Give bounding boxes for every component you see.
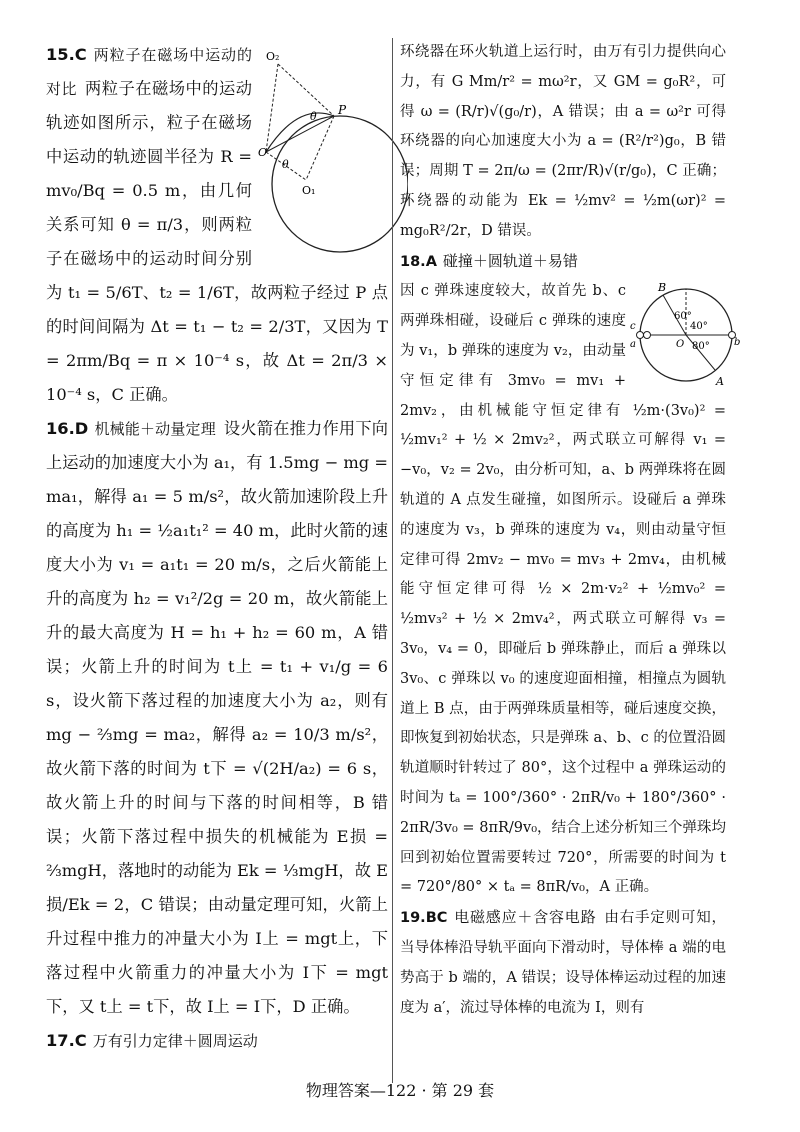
q15-tag: 两粒子在磁场中运动的对比 [46,46,252,98]
q16-tag: 机械能＋动量定理 [94,420,216,438]
q15-label-p: P [338,103,347,117]
q17-heading [46,1024,388,1058]
q18-label-40deg: 40° [690,321,708,333]
q17-answer: C [74,1031,87,1050]
q18-heading [400,247,726,278]
q19-text [400,903,726,1023]
q19-answer: BC [425,910,448,927]
q18-label-b: b [734,337,741,349]
q18-label-o: O [676,339,685,351]
q18-label-60deg: 60° [674,311,692,323]
q18-label-c: c [630,321,636,333]
q15-number: 15. [46,45,75,64]
q18-figure [630,279,742,391]
q17-start [46,1024,388,1058]
q16-text [46,412,388,1024]
q18-number: 18. [400,253,426,270]
page-footer: 物理答案—122 · 第 29 套 [305,1081,495,1100]
q16-body: 设火箭在推力作用下向上运动的加速度大小为 a₁，有 1.5mg − mg = ma₁，解得 a₁ = 5 m/s²，故火箭加速阶段上升的高度为 h₁ = ½a₁t₁² = 40 m，此时火箭的速度大小为 v₁ = a₁t₁ = 20 m/s，之后火箭能上升的高度为 h₂ = v₁²/2g = 20 m，故火箭能上升的最大高度为 H = h₁ + h₂ = 60 m，A 错误；火箭上升的时间为 t上 = t₁ + v₁/g = 6 s，设火箭下落过程的加速度大小为 a₂，则有 mg − ⅔mg = ma₂，解得 a₂ = 10/3 m/s²，故火箭下落的时间为 t下 = √(2H/a₂) = 6 s，故火箭上升的时间与下落的时间相等，B 错误；火箭下落过程中损失的机械能为 E损 = ⅔mgH，落地时的动能为 Ek = ⅓mgH，故 E损/Ek = 2，C 错误；由动量定理可知，火箭上升过程中推力的冲量大小为 I上 = mgt上，下落过程中火箭重力的冲量大小为 I下 = mgt下，又 t上 = t下，故 I上 = I下，D 正确。 [46,419,388,1016]
q18-label-b-point: B [658,281,667,295]
q19-number: 19. [400,910,426,927]
q16-number: 16. [46,419,75,438]
q15 [46,38,388,412]
right-column [400,38,741,1023]
q17-tag: 万有引力定律＋圆周运动 [92,1032,258,1050]
q15-label-o: O [258,146,268,159]
column-divider [392,38,393,1083]
q15-label-theta-2: θ [282,158,289,171]
q15-trajectory-diagram [258,42,408,267]
q19 [400,903,726,1023]
q18-label-80deg: 80° [692,341,710,353]
q18-label-a: a [630,339,636,351]
q15-label-o2: O₂ [266,50,280,63]
q19-body: 由右手定则可知，当导体棒沿导轨平面向下滑动时，导体棒 a 端的电势高于 b 端的，A 错误；设导体棒运动过程的加速度为 a′，流过导体棒的电流为 I，则有 [400,910,726,1016]
q15-answer: C [74,45,87,64]
q15-figure [258,42,408,267]
q16-answer: D [74,419,89,438]
q18-body: 因 c 弹珠速度较大，故首先 b、c 两弹珠相碰，设碰后 c 弹珠的速度为 v₁，b 弹珠的速度为 v₂，由动量守恒定律有 3mv₀ = mv₁ + 2mv₂，由机械能守恒定律有 ½m·(3v₀)² = ½mv₁² + ½ × 2mv₂²，两式联立可解得 v₁ = −v₀，v₂ = 2v₀，由分析可知，a、b 两弹珠将在圆轨道的 A 点发生碰撞，如图所示。设碰后 a 弹珠的速度为 v₃，b 弹珠的速度为 v₄，则由动量守恒定律可得 2mv₂ − mv₀ = mv₃ + 2mv₄，由机械能守恒定律可得 ½ × 2m·v₂² + ½mv₀² = ½mv₃² + ½ × 2mv₄²，两式联立可解得 v₃ = 3v₀，v₄ = 0，即碰后 b 弹珠静止，而后 a 弹珠以 3v₀、c 弹珠以 v₀ 的速度迎面相撞，相撞点为圆轨道上 B 点，由于两弹珠质量相等，碰后速度交换，即恢复到初始状态，只是弹珠 a、b、c 的位置沿圆轨道顺时针转过了 80°，这个过程中 a 弹珠运动的时间为 tₐ = 100°/360° · 2πR/v₀ + 180°/360° · 2πR/3v₀ = 8πR/9v₀，结合上述分析知三个弹珠均回到初始位置需要转过 720°，所需要的时间为 t = 720°/80° × tₐ = 8πR/v₀，A 正确。 [400,283,726,896]
q17-continued [400,38,726,247]
q17-body: 环绕器在环火轨道上运行时，由万有引力提供向心力，有 G Mm/r² = mω²r，又 GM = g₀R²，可得 ω = (R/r)√(g₀/r)，A 错误；由 a = ω²r 可得环绕器的向心加速度大小为 a = (R²/r²)g₀，B 错误；周期 T = 2π/ω = (2πr/R)√(r/g₀)，C 正确；环绕器的动能为 Ek = ½mv² = ½m(ωr)² = mg₀R²/2r，D 错误。 [400,44,726,239]
q17-number: 17. [46,1031,75,1050]
q18 [400,247,741,904]
q18-label-a-point: A [716,375,724,389]
q15-label-theta-1: θ [310,110,317,123]
q18-tag: 碰撞＋圆轨道＋易错 [442,251,578,270]
q15-label-o1: O₁ [302,184,316,197]
q18-circle-track-diagram [630,279,742,391]
q19-tag: 电磁感应＋含容电路 [453,908,597,927]
q18-answer: A [425,253,437,270]
left-column [46,38,388,1058]
q16 [46,412,388,1024]
q15-body: 两粒子在磁场中的运动轨迹如图所示，粒子在磁场中运动的轨迹圆半径为 R = mv₀/Bq = 0.5 m，由几何关系可知 θ = π/3，则两粒子在磁场中的运动时间分别为 t₁ = 5/6T、t₂ = 1/6T，故两粒子经过 P 点的时间间隔为 Δt = t₁ − t₂ = 2/3T，又因为 T = 2πm/Bq = π × 10⁻⁴ s，故 Δt = 2π/3 × 10⁻⁴ s，C 正确。 [46,79,388,404]
